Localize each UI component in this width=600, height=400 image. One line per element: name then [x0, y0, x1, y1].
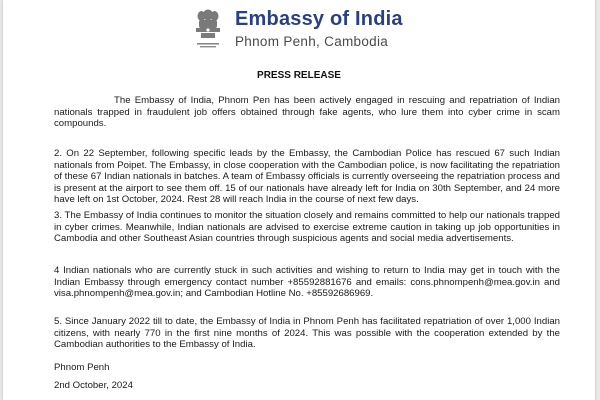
paragraph-intro: The Embassy of India, Phnom Pen has been actively engaged in rescuing and repatriation of Indian nationals trapped in fraudulent job offers obtained through fake agents, who lure them into cyber crime in scam compounds.: [54, 95, 560, 130]
state-emblem-icon: [193, 6, 223, 50]
paragraph-3: 3. The Embassy of India continues to monitor the situation closely and remains committed to help our nationals trapped in cyber crimes. Meanwhile, Indian nationals are advised to exercise extreme caution in taking up job opportunities in Cambodia and other Southeast Asian countries through suspicious agents and social media advertisements.: [54, 210, 560, 245]
paragraph-4: 4 Indian nationals who are currently stuck in such activities and wishing to return to India may get in touch with the Indian Embassy through emergency contact number +85592881676 and emails: cons.phnompenh@mea.gov.in and visa.phnompenh@mea.gov.in; and Cambodian Hotline No. +85592686969.: [54, 265, 560, 300]
paragraph-5: 5. Since January 2022 till to date, the Embassy of India in Phnom Penh has facilitated repatriation of over 1,000 Indian citizens, with nearly 770 in the first nine months of 2024. This was possible with the cooperation extended by the Cambodian authorities to the Embassy of India.: [54, 316, 560, 351]
embassy-title: Embassy of India: [235, 8, 403, 30]
press-release-heading: PRESS RELEASE: [257, 70, 341, 81]
signoff-place: Phnom Penh: [54, 362, 110, 373]
signoff-date: 2nd October, 2024: [54, 380, 133, 391]
embassy-location: Phnom Penh, Cambodia: [235, 34, 389, 49]
press-release-page: [3, 0, 595, 400]
paragraph-2: 2. On 22 September, following specific leads by the Embassy, the Cambodian Police has rescued 67 such Indian nationals from Poipet. The Embassy, in close cooperation with the Cambodian police, is now facilitating the repatriation of these 67 Indian nationals in batches. A team of Embassy officials is currently overseeing the repatriation process and is present at the airport to see them off. 15 of our nationals have already left for India on 30th September, and 24 more have left on 1st October, 2024. Rest 28 will reach India in the course of next few days.: [54, 148, 560, 206]
